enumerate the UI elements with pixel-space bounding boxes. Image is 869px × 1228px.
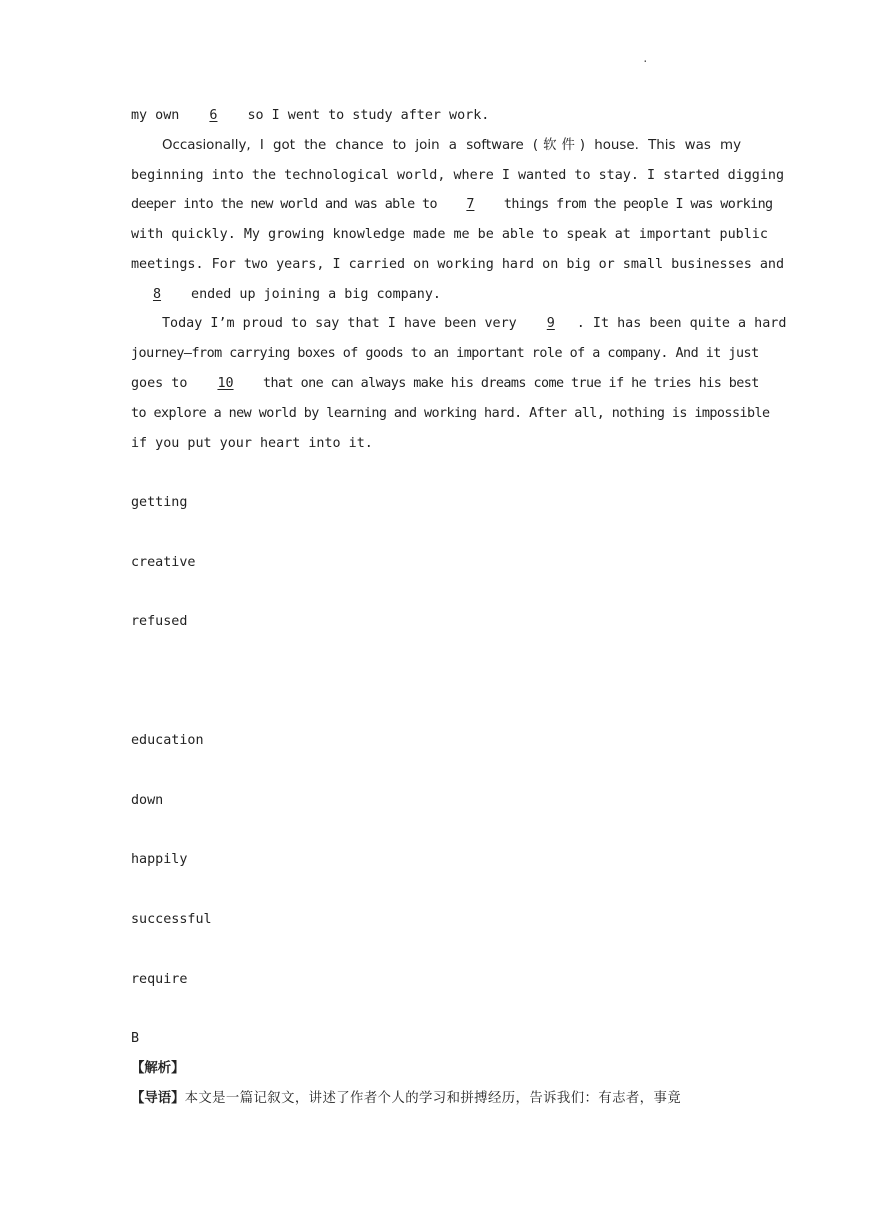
passage-line-11: to explore a new world by learning and working hard. After all, nothing is impossible xyxy=(131,406,770,421)
passage-line-5: with quickly. My growing knowledge made me be able to speak at important public xyxy=(131,227,768,242)
passage-line-9: journey—from carrying boxes of goods to an important role of a company. And it just xyxy=(131,346,759,361)
blank-9: 9 xyxy=(546,316,555,331)
question-wrap: happily xyxy=(131,852,188,867)
blank-6: 6 xyxy=(209,108,218,123)
passage-line-7: 8 ended up joining a big company. xyxy=(131,286,741,304)
question-wrap: getting xyxy=(131,495,188,510)
question-wrap: education xyxy=(131,733,204,748)
passage-line-4: deeper into the new world and was able to 7 things from the people I was working xyxy=(131,197,773,212)
blank-7: 7 xyxy=(466,197,475,212)
blank-10: 10 xyxy=(217,376,234,391)
analysis-label: 【解析】 xyxy=(131,1061,185,1076)
guide-line xyxy=(131,1090,741,1108)
header-mark: . xyxy=(642,52,649,65)
answer-wrap: B xyxy=(131,1031,140,1046)
question-wrap: refused xyxy=(131,614,188,629)
guide-label: 【导语】 xyxy=(131,1091,185,1106)
question-wrap: successful xyxy=(131,912,212,927)
passage-line-10: goes to 10 that one can always make his dreams come true if he tries his best xyxy=(131,376,759,391)
passage-line-6: meetings. For two years, I carried on working hard on big or small businesses and xyxy=(131,257,785,272)
passage-line-3: beginning into the technological world, where I wanted to stay. I started digging xyxy=(131,168,785,183)
question-wrap: down xyxy=(131,793,164,808)
question-wrap: creative xyxy=(131,555,196,570)
passage-line-2: Occasionally, I got the chance to join a software (软件) house. This was my xyxy=(162,138,741,153)
passage-line-1: my own 6 so I went to study after work. xyxy=(131,108,490,123)
passage-line-12: if you put your heart into it. xyxy=(131,436,373,451)
passage-line-8: Today I’m proud to say that I have been very 9 . It has been quite a hard xyxy=(162,316,787,331)
blank-8: 8 xyxy=(152,287,162,302)
guide-text: 本文是一篇记叙文，讲述了作者个人的学习和拼搏经历，告诉我们：有志者，事竟 xyxy=(184,1091,682,1106)
question-wrap: require xyxy=(131,972,188,987)
